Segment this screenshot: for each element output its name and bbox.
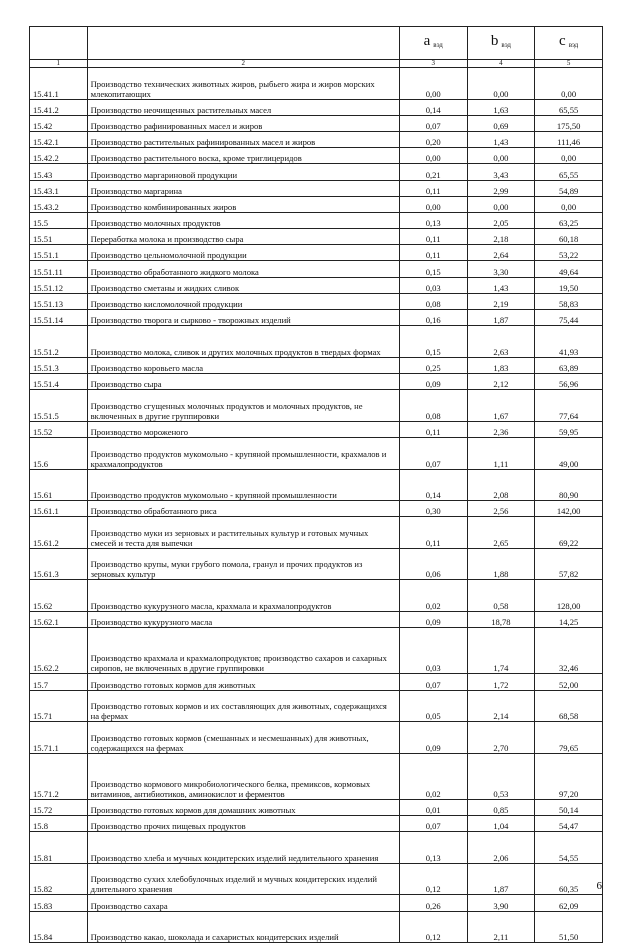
row-code: 15.7: [30, 674, 88, 690]
row-code: 15.6: [30, 437, 88, 469]
value-c: 49,00: [535, 437, 603, 469]
value-b: 2,36: [467, 421, 535, 437]
row-name: Производство сухих хлебобулочных изделий и мучных кондитерских изделий длительного хранения: [87, 863, 399, 895]
value-b: 1,11: [467, 437, 535, 469]
table-row: [30, 131, 603, 147]
table-row: [30, 277, 603, 293]
header-cell-name: [87, 27, 399, 60]
value-a: 0,25: [399, 357, 467, 373]
value-c: 52,00: [535, 674, 603, 690]
value-b: 0,85: [467, 799, 535, 815]
value-a: 0,26: [399, 895, 467, 911]
row-name: Производство цельномолочной продукции: [87, 245, 399, 261]
table-row: [30, 373, 603, 389]
row-code: 15.71: [30, 690, 88, 722]
row-code: 15.71.1: [30, 722, 88, 754]
row-name: Производство кормового микробиологического белка, премиксов, кормовых витаминов, антибиотиков, аминокислот и ферментов: [87, 753, 399, 799]
row-code: 15.51.2: [30, 326, 88, 358]
value-b: 3,30: [467, 261, 535, 277]
row-name: Переработка молока и производство сыра: [87, 229, 399, 245]
row-name: Производство сметаны и жидких сливок: [87, 277, 399, 293]
value-b: 2,14: [467, 690, 535, 722]
value-c: 14,25: [535, 612, 603, 628]
table-row: [30, 180, 603, 196]
value-b: 1,87: [467, 863, 535, 895]
value-b: 1,72: [467, 674, 535, 690]
value-b: 2,65: [467, 517, 535, 549]
table-body: [30, 27, 603, 943]
value-b: 18,78: [467, 612, 535, 628]
row-name: Производство технических животных жиров, рыбьего жира и жиров морских млекопитающих: [87, 68, 399, 100]
table-row: [30, 612, 603, 628]
row-code: 15.41.1: [30, 68, 88, 100]
value-a: 0,20: [399, 131, 467, 147]
value-c: 54,89: [535, 180, 603, 196]
column-index: 5: [535, 60, 603, 68]
table-row: [30, 863, 603, 895]
table-row: [30, 895, 603, 911]
value-a: 0,13: [399, 832, 467, 864]
row-name: Производство молочных продуктов: [87, 212, 399, 228]
row-code: 15.5: [30, 212, 88, 228]
value-c: 59,95: [535, 421, 603, 437]
value-c: 0,00: [535, 196, 603, 212]
value-a: 0,09: [399, 722, 467, 754]
table-row: [30, 911, 603, 943]
value-c: 97,20: [535, 753, 603, 799]
value-c: 56,96: [535, 373, 603, 389]
page-number: 6: [596, 880, 602, 892]
table-row: [30, 261, 603, 277]
table-row: [30, 229, 603, 245]
value-b: 2,19: [467, 293, 535, 309]
value-b: 2,08: [467, 469, 535, 501]
row-name: Производство крупы, муки грубого помола, гранул и прочих продуктов из зерновых культур: [87, 548, 399, 580]
value-a: 0,11: [399, 180, 467, 196]
value-b: 2,99: [467, 180, 535, 196]
value-c: 0,00: [535, 68, 603, 100]
value-a: 0,11: [399, 421, 467, 437]
value-c: 0,00: [535, 148, 603, 164]
value-c: 54,55: [535, 832, 603, 864]
value-a: 0,13: [399, 212, 467, 228]
row-code: 15.62: [30, 580, 88, 612]
row-code: 15.82: [30, 863, 88, 895]
row-code: 15.51.13: [30, 293, 88, 309]
table-row: [30, 164, 603, 180]
table-row: [30, 115, 603, 131]
value-b: 1,83: [467, 357, 535, 373]
row-code: 15.43.1: [30, 180, 88, 196]
value-a: 0,07: [399, 674, 467, 690]
row-code: 15.51.3: [30, 357, 88, 373]
value-a: 0,15: [399, 326, 467, 358]
table-row: [30, 816, 603, 832]
value-b: 1,87: [467, 310, 535, 326]
column-index: 4: [467, 60, 535, 68]
table-row: [30, 293, 603, 309]
row-name: Производство продуктов мукомольно - крупяной промышленности: [87, 469, 399, 501]
value-b: 1,63: [467, 99, 535, 115]
table-row: [30, 548, 603, 580]
header-row: [30, 27, 603, 60]
table-row: [30, 690, 603, 722]
row-name: Производство какао, шоколада и сахаристых кондитерских изделий: [87, 911, 399, 943]
row-name: Производство кукурузного масла, крахмала и крахмалопродуктов: [87, 580, 399, 612]
header-cell-a: a $_{вэд}$: [399, 27, 467, 60]
value-c: 32,46: [535, 628, 603, 674]
row-name: Производство комбинированных жиров: [87, 196, 399, 212]
row-code: 15.43: [30, 164, 88, 180]
value-c: 128,00: [535, 580, 603, 612]
value-c: 79,65: [535, 722, 603, 754]
row-code: 15.51.11: [30, 261, 88, 277]
coefficients-table: [29, 26, 603, 943]
row-name: Производство сыра: [87, 373, 399, 389]
row-code: 15.72: [30, 799, 88, 815]
value-c: 58,83: [535, 293, 603, 309]
header-cell-code: [30, 27, 88, 60]
value-c: 57,82: [535, 548, 603, 580]
row-name: Производство растительных рафинированных масел и жиров: [87, 131, 399, 147]
row-name: Производство крахмала и крахмалопродуктов; производство сахаров и сахарных сиропов, не включенных в другие группировки: [87, 628, 399, 674]
header-cell-c: c $_{вэд}$: [535, 27, 603, 60]
row-name: Производство маргарина: [87, 180, 399, 196]
table-row: [30, 390, 603, 422]
row-code: 15.71.2: [30, 753, 88, 799]
value-c: 41,93: [535, 326, 603, 358]
row-code: 15.51.12: [30, 277, 88, 293]
row-name: Производство растительного воска, кроме триглицеридов: [87, 148, 399, 164]
row-code: 15.42: [30, 115, 88, 131]
table-row: [30, 99, 603, 115]
row-code: 15.81: [30, 832, 88, 864]
value-c: 65,55: [535, 99, 603, 115]
value-a: 0,09: [399, 373, 467, 389]
row-code: 15.8: [30, 816, 88, 832]
value-a: 0,14: [399, 469, 467, 501]
row-code: 15.41.2: [30, 99, 88, 115]
value-c: 111,46: [535, 131, 603, 147]
value-b: 2,63: [467, 326, 535, 358]
row-code: 15.61.3: [30, 548, 88, 580]
row-name: Производство маргариновой продукции: [87, 164, 399, 180]
value-b: 2,70: [467, 722, 535, 754]
value-c: 50,14: [535, 799, 603, 815]
row-name: Производство кисломолочной продукции: [87, 293, 399, 309]
value-c: 75,44: [535, 310, 603, 326]
row-code: 15.51.5: [30, 390, 88, 422]
table-row: [30, 437, 603, 469]
row-name: Производство готовых кормов (смешанных и несмешанных) для животных, содержащихся на фермах: [87, 722, 399, 754]
value-b: 0,58: [467, 580, 535, 612]
value-a: 0,21: [399, 164, 467, 180]
table-row: [30, 722, 603, 754]
value-a: 0,15: [399, 261, 467, 277]
row-name: Производство кукурузного масла: [87, 612, 399, 628]
value-b: 3,43: [467, 164, 535, 180]
table-row: [30, 212, 603, 228]
row-name: Производство сахара: [87, 895, 399, 911]
column-index-row: [30, 60, 603, 68]
row-code: 15.51.1: [30, 245, 88, 261]
value-c: 54,47: [535, 816, 603, 832]
value-a: 0,08: [399, 390, 467, 422]
value-b: 0,00: [467, 68, 535, 100]
value-a: 0,11: [399, 517, 467, 549]
column-index: 1: [30, 60, 88, 68]
value-a: 0,12: [399, 863, 467, 895]
value-b: 0,53: [467, 753, 535, 799]
value-c: 19,50: [535, 277, 603, 293]
value-c: 65,55: [535, 164, 603, 180]
row-name: Производство муки из зерновых и растительных культур и готовых мучных смесей и теста для выпечки: [87, 517, 399, 549]
row-name: Производство творога и сырково - творожных изделий: [87, 310, 399, 326]
column-index: 2: [87, 60, 399, 68]
value-a: 0,07: [399, 437, 467, 469]
value-a: 0,07: [399, 115, 467, 131]
value-a: 0,06: [399, 548, 467, 580]
row-code: 15.42.1: [30, 131, 88, 147]
row-code: 15.52: [30, 421, 88, 437]
value-b: 1,67: [467, 390, 535, 422]
row-code: 15.43.2: [30, 196, 88, 212]
header-cell-b: b $_{вэд}$: [467, 27, 535, 60]
row-name: Производство мороженого: [87, 421, 399, 437]
row-code: 15.51: [30, 229, 88, 245]
value-c: 63,25: [535, 212, 603, 228]
table-row: [30, 196, 603, 212]
row-code: 15.62.1: [30, 612, 88, 628]
value-c: 142,00: [535, 501, 603, 517]
value-a: 0,03: [399, 277, 467, 293]
value-a: 0,03: [399, 628, 467, 674]
value-b: 2,64: [467, 245, 535, 261]
value-a: 0,02: [399, 753, 467, 799]
value-c: 69,22: [535, 517, 603, 549]
table-row: [30, 421, 603, 437]
value-a: 0,14: [399, 99, 467, 115]
value-a: 0,07: [399, 816, 467, 832]
value-c: 60,35: [535, 863, 603, 895]
value-a: 0,11: [399, 245, 467, 261]
value-a: 0,12: [399, 911, 467, 943]
value-a: 0,09: [399, 612, 467, 628]
value-c: 60,18: [535, 229, 603, 245]
value-c: 63,89: [535, 357, 603, 373]
row-name: Производство коровьего масла: [87, 357, 399, 373]
table-row: [30, 148, 603, 164]
row-name: Производство сгущенных молочных продуктов и молочных продуктов, не включенных в другие группировки: [87, 390, 399, 422]
column-index: 3: [399, 60, 467, 68]
value-b: 2,12: [467, 373, 535, 389]
value-a: 0,01: [399, 799, 467, 815]
row-code: 15.42.2: [30, 148, 88, 164]
table-row: [30, 68, 603, 100]
table-row: [30, 628, 603, 674]
value-a: 0,11: [399, 229, 467, 245]
value-b: 1,04: [467, 816, 535, 832]
row-code: 15.84: [30, 911, 88, 943]
value-c: 53,22: [535, 245, 603, 261]
value-c: 77,64: [535, 390, 603, 422]
row-code: 15.62.2: [30, 628, 88, 674]
value-a: 0,00: [399, 148, 467, 164]
table-row: [30, 674, 603, 690]
value-b: 2,11: [467, 911, 535, 943]
row-code: 15.83: [30, 895, 88, 911]
row-name: Производство хлеба и мучных кондитерских изделий недлительного хранения: [87, 832, 399, 864]
row-name: Производство рафинированных масел и жиров: [87, 115, 399, 131]
value-b: 3,90: [467, 895, 535, 911]
value-c: 51,50: [535, 911, 603, 943]
value-a: 0,02: [399, 580, 467, 612]
row-name: Производство готовых кормов для животных: [87, 674, 399, 690]
value-a: 0,16: [399, 310, 467, 326]
value-c: 68,58: [535, 690, 603, 722]
value-b: 1,43: [467, 277, 535, 293]
row-name: Производство готовых кормов для домашних животных: [87, 799, 399, 815]
row-name: Производство продуктов мукомольно - крупяной промышленности, крахмалов и крахмалопродуктов: [87, 437, 399, 469]
value-a: 0,08: [399, 293, 467, 309]
value-a: 0,05: [399, 690, 467, 722]
value-a: 0,00: [399, 68, 467, 100]
table-row: [30, 469, 603, 501]
value-a: 0,30: [399, 501, 467, 517]
row-code: 15.61: [30, 469, 88, 501]
table-row: [30, 799, 603, 815]
value-b: 2,56: [467, 501, 535, 517]
value-b: 1,74: [467, 628, 535, 674]
value-b: 2,18: [467, 229, 535, 245]
value-a: 0,00: [399, 196, 467, 212]
table-row: [30, 245, 603, 261]
row-code: 15.51.4: [30, 373, 88, 389]
value-c: 175,50: [535, 115, 603, 131]
value-c: 80,90: [535, 469, 603, 501]
row-name: Производство молока, сливок и других молочных продуктов в твердых формах: [87, 326, 399, 358]
value-b: 0,00: [467, 196, 535, 212]
table-row: [30, 832, 603, 864]
value-c: 49,64: [535, 261, 603, 277]
table-row: [30, 310, 603, 326]
value-b: 0,69: [467, 115, 535, 131]
value-b: 1,88: [467, 548, 535, 580]
row-code: 15.51.14: [30, 310, 88, 326]
row-name: Производство обработанного жидкого молока: [87, 261, 399, 277]
table-row: [30, 580, 603, 612]
value-b: 2,05: [467, 212, 535, 228]
table-row: [30, 501, 603, 517]
row-name: Производство прочих пищевых продуктов: [87, 816, 399, 832]
value-b: 0,00: [467, 148, 535, 164]
row-code: 15.61.1: [30, 501, 88, 517]
row-name: Производство обработанного риса: [87, 501, 399, 517]
table-row: [30, 753, 603, 799]
value-c: 62,09: [535, 895, 603, 911]
table-row: [30, 326, 603, 358]
table-row: [30, 357, 603, 373]
row-code: 15.61.2: [30, 517, 88, 549]
row-name: Производство готовых кормов и их составляющих для животных, содержащихся на фермах: [87, 690, 399, 722]
table-row: [30, 517, 603, 549]
value-b: 1,43: [467, 131, 535, 147]
row-name: Производство неочищенных растительных масел: [87, 99, 399, 115]
value-b: 2,06: [467, 832, 535, 864]
